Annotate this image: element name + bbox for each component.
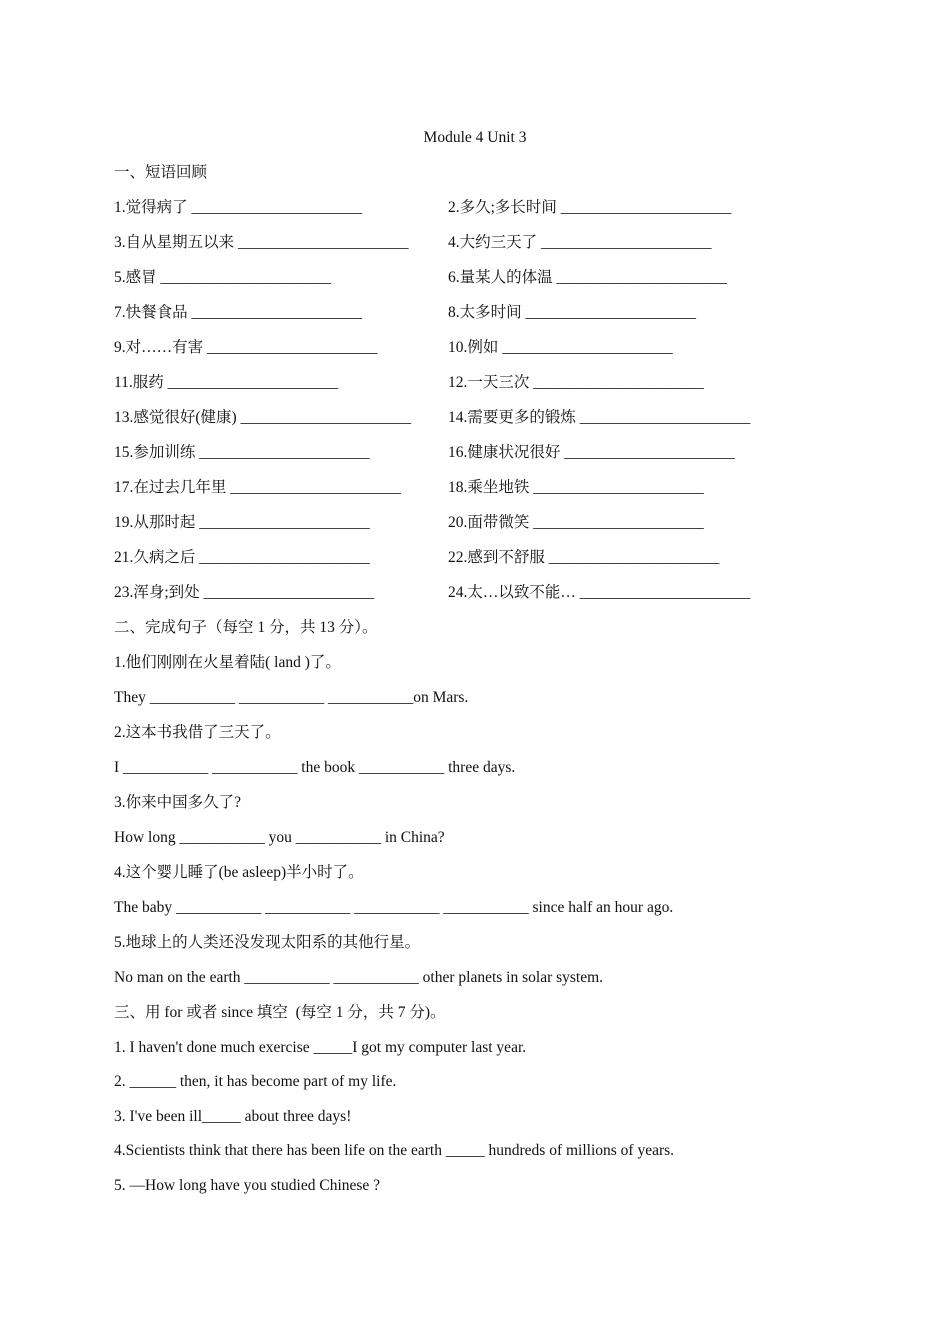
phrase-item: 3.自从星期五以来 ______________________ xyxy=(114,234,409,251)
sentence-prompt: 2.这本书我借了三天了。 xyxy=(114,724,281,741)
sentence-prompt: 3.你来中国多久了? xyxy=(114,794,242,811)
sentence-blank: How long ___________ you ___________ in China? xyxy=(114,829,445,846)
fill-in-item: 1. I haven't done much exercise _____I got my computer last year. xyxy=(114,1039,527,1056)
fill-in-item: 4.Scientists think that there has been life on the earth _____ hundreds of millions of years. xyxy=(114,1142,675,1159)
phrase-item: 17.在过去几年里 ______________________ xyxy=(114,479,401,496)
section-2-heading: 二、完成句子（每空 1 分，共 13 分）。 xyxy=(114,619,378,636)
phrase-item: 24.太…以致不能… ______________________ xyxy=(448,584,751,601)
phrase-item: 2.多久;多长时间 ______________________ xyxy=(448,199,732,216)
phrase-item: 4.大约三天了 ______________________ xyxy=(448,234,712,251)
sentence-prompt: 5.地球上的人类还没发现太阳系的其他行星。 xyxy=(114,934,421,951)
phrase-item: 20.面带微笑 ______________________ xyxy=(448,514,704,531)
sentence-blank: I ___________ ___________ the book ___________ three days. xyxy=(114,759,516,776)
sentence-blank: The baby ___________ ___________ ___________ ___________ since half an hour ago. xyxy=(114,899,674,916)
fill-in-item: 5. —How long have you studied Chinese ? xyxy=(114,1177,381,1194)
phrase-item: 21.久病之后 ______________________ xyxy=(114,549,370,566)
phrase-item: 19.从那时起 ______________________ xyxy=(114,514,370,531)
sentence-prompt: 4.这个婴儿睡了(be asleep)半小时了。 xyxy=(114,864,364,881)
phrase-item: 5.感冒 ______________________ xyxy=(114,269,332,286)
phrase-item: 7.快餐食品 ______________________ xyxy=(114,304,363,321)
phrase-item: 12.一天三次 ______________________ xyxy=(448,374,704,391)
phrase-item: 6.量某人的体温 ______________________ xyxy=(448,269,728,286)
section-3-heading: 三、用 for 或者 since 填空 (每空 1 分，共 7 分)。 xyxy=(114,1004,446,1021)
fill-in-item: 3. I've been ill_____ about three days! xyxy=(114,1108,352,1125)
phrase-item: 18.乘坐地铁 ______________________ xyxy=(448,479,704,496)
phrase-item: 15.参加训练 ______________________ xyxy=(114,444,370,461)
phrase-item: 8.太多时间 ______________________ xyxy=(448,304,697,321)
phrase-item: 11.服药 ______________________ xyxy=(114,374,339,391)
page-title: Module 4 Unit 3 xyxy=(423,129,527,146)
section-1-heading: 一、短语回顾 xyxy=(114,164,208,181)
phrase-item: 13.感觉很好(健康) ______________________ xyxy=(114,409,412,426)
phrase-item: 23.浑身;到处 ______________________ xyxy=(114,584,375,601)
sentence-blank: No man on the earth ___________ ___________ other planets in solar system. xyxy=(114,969,604,986)
phrase-item: 16.健康状况很好 ______________________ xyxy=(448,444,735,461)
sentence-prompt: 1.他们刚刚在火星着陆( land )了。 xyxy=(114,654,341,671)
phrase-item: 10.例如 ______________________ xyxy=(448,339,673,356)
phrase-item: 22.感到不舒服 ______________________ xyxy=(448,549,720,566)
sentence-blank: They ___________ ___________ ___________on Mars. xyxy=(114,689,469,706)
fill-in-item: 2. ______ then, it has become part of my life. xyxy=(114,1073,397,1090)
phrase-item: 1.觉得病了 ______________________ xyxy=(114,199,363,216)
phrase-item: 14.需要更多的锻炼 ______________________ xyxy=(448,409,751,426)
phrase-item: 9.对……有害 ______________________ xyxy=(114,339,378,356)
